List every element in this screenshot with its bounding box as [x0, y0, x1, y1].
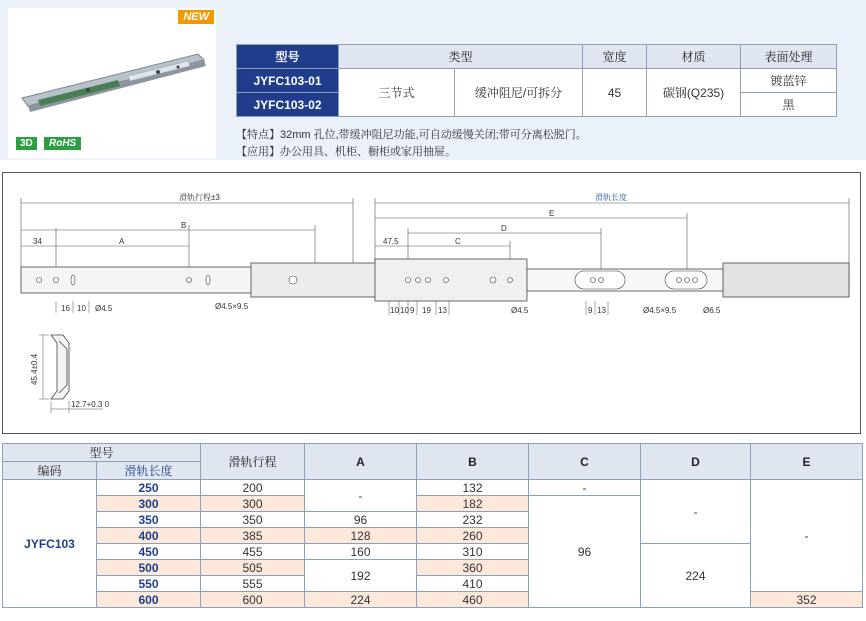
- spec-finish-2: 黑: [741, 93, 837, 117]
- cell-B: 260: [417, 528, 529, 544]
- cell-A: -: [305, 480, 417, 512]
- dim-B: B: [181, 221, 187, 230]
- cell-length: 500: [97, 560, 201, 576]
- spec-header-width: 宽度: [583, 45, 647, 69]
- cell-B: 132: [417, 480, 529, 496]
- spec-code-01: JYFC103-01: [237, 69, 339, 93]
- applications-note: 【应用】办公用具、机柜、橱柜或家用抽屉。: [236, 146, 456, 158]
- cell-A: 224: [305, 592, 417, 608]
- dim-right-2: 13: [597, 306, 606, 315]
- slot-4-5x9-5: Ø4.5×9.5: [215, 302, 249, 311]
- cell-length: 450: [97, 544, 201, 560]
- dim-C: C: [455, 237, 461, 246]
- cell-A: 192: [305, 560, 417, 592]
- spec-table: [236, 44, 837, 117]
- row-code: JYFC103: [3, 480, 97, 608]
- cell-travel: 455: [201, 544, 305, 560]
- cell-D: 224: [641, 544, 751, 608]
- spec-header-finish: 表面处理: [741, 45, 837, 69]
- th-E: E: [751, 444, 863, 480]
- cell-B: 460: [417, 592, 529, 608]
- spec-header-type: 类型: [339, 45, 583, 69]
- technical-drawing: [2, 172, 861, 434]
- hole-4-5b: Ø4.5: [511, 306, 529, 315]
- cell-travel: 505: [201, 560, 305, 576]
- table-row: [3, 480, 863, 496]
- spec-material: 碳钢(Q235): [647, 69, 741, 117]
- cell-length: 400: [97, 528, 201, 544]
- cell-travel: 200: [201, 480, 305, 496]
- table-row: [3, 544, 863, 560]
- dim-mid-2: 10: [400, 306, 409, 315]
- cell-length: 300: [97, 496, 201, 512]
- cell-B: 310: [417, 544, 529, 560]
- length-label: 滑轨长度: [595, 193, 627, 202]
- spec-type-2: 缓冲阻尼/可拆分: [455, 69, 583, 117]
- cell-A: 96: [305, 512, 417, 528]
- dim-47-5: 47.5: [383, 237, 399, 246]
- hole-6-5: Ø6.5: [703, 306, 721, 315]
- th-length: 滑轨长度: [97, 462, 201, 480]
- spec-code-02: JYFC103-02: [237, 93, 339, 117]
- th-travel: 滑轨行程: [201, 444, 305, 480]
- cell-length: 600: [97, 592, 201, 608]
- product-photo: [8, 8, 216, 158]
- dim-34: 34: [33, 237, 42, 246]
- cell-length: 350: [97, 512, 201, 528]
- th-B: B: [417, 444, 529, 480]
- spec-type-1: 三节式: [339, 69, 455, 117]
- new-badge: NEW: [178, 10, 214, 24]
- dimension-table: [2, 443, 863, 608]
- cell-travel: 385: [201, 528, 305, 544]
- cell-travel: 555: [201, 576, 305, 592]
- th-A: A: [305, 444, 417, 480]
- cell-B: 410: [417, 576, 529, 592]
- spec-width: 45: [583, 69, 647, 117]
- dim-right-1: 9: [588, 306, 593, 315]
- dim-mid-3: 9: [410, 306, 415, 315]
- cell-travel: 350: [201, 512, 305, 528]
- dim-A: A: [119, 237, 125, 246]
- spec-header-material: 材质: [647, 45, 741, 69]
- cell-E: -: [751, 480, 863, 592]
- cell-B: 182: [417, 496, 529, 512]
- cell-E: 352: [751, 592, 863, 608]
- cell-A: 128: [305, 528, 417, 544]
- features-note: 【特点】32mm 孔位,带缓冲阻尼功能,可自动缓慢关闭;带可分离松脱门。: [236, 129, 587, 141]
- dim-mid-5: 13: [438, 306, 447, 315]
- cell-C: -: [529, 480, 641, 496]
- dim-E: E: [549, 209, 555, 218]
- dim-mid-1: 10: [390, 306, 399, 315]
- dim-mid-4: 19: [422, 306, 431, 315]
- cell-B: 360: [417, 560, 529, 576]
- th-code: 编码: [3, 462, 97, 480]
- th-model: 型号: [3, 444, 201, 462]
- th-D: D: [641, 444, 751, 480]
- height-label: 45.4±0.4: [30, 353, 39, 385]
- travel-label: 滑轨行程±3: [179, 193, 220, 202]
- dim-16: 16: [61, 304, 70, 313]
- th-C: C: [529, 444, 641, 480]
- rohs-badge: RoHS: [44, 137, 81, 150]
- cell-D: -: [641, 480, 751, 544]
- product-info-panel: [0, 0, 866, 160]
- spec-header-model: 型号: [237, 45, 339, 69]
- cell-travel: 600: [201, 592, 305, 608]
- cell-length: 550: [97, 576, 201, 592]
- cell-A: 160: [305, 544, 417, 560]
- slide-rail-illustration: [8, 8, 216, 158]
- cell-B: 232: [417, 512, 529, 528]
- drawing-canvas: [3, 173, 860, 433]
- slot-4-5x9-5b: Ø4.5×9.5: [643, 306, 677, 315]
- cell-travel: 300: [201, 496, 305, 512]
- cell-C: 96: [529, 496, 641, 608]
- width-label: 12.7+0.3 0: [71, 400, 110, 409]
- hole-4-5: Ø4.5: [95, 304, 113, 313]
- spec-finish-1: 镀蓝锌: [741, 69, 837, 93]
- cell-length: 250: [97, 480, 201, 496]
- dim-D: D: [501, 224, 507, 233]
- 3d-badge[interactable]: 3D: [16, 137, 37, 150]
- dim-10a: 10: [77, 304, 86, 313]
